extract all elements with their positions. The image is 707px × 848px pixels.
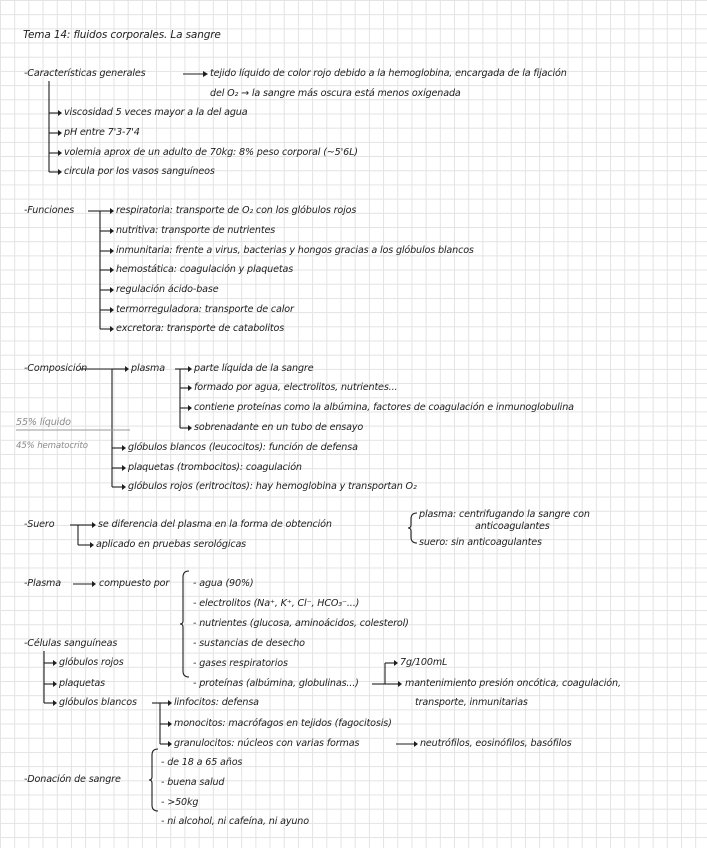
- plasma-item: parte líquida de la sangre: [194, 363, 314, 374]
- plasma-component: - proteínas (albúmina, globulinas...): [193, 678, 359, 689]
- caracteristica-item: circula por los vasos sanguíneos: [64, 166, 215, 177]
- suero-line-1: se diferencia del plasma en la forma de obtención: [98, 519, 332, 530]
- suero-definition: suero: sin anticoagulantes: [419, 537, 542, 548]
- caracteristica-item: viscosidad 5 veces mayor a la del agua: [64, 107, 248, 118]
- plasma-component: - electrolitos (Na⁺, K⁺, Cl⁻, HCO₃⁻...): [193, 598, 360, 609]
- plasma-item: formado por agua, electrolitos, nutrientes...: [194, 382, 398, 393]
- plasma-item: contiene proteínas como la albúmina, factores de coagulación e inmunoglobulina: [194, 402, 574, 413]
- wbc-item: granulocitos: núcleos con varias formas: [174, 738, 360, 749]
- plasma-node: plasma: [131, 363, 165, 374]
- cell-component: glóbulos blancos (leucocitos): función de defensa: [128, 442, 358, 453]
- funcion-item: regulación ácido-base: [116, 284, 219, 295]
- celula-item: plaquetas: [59, 678, 105, 689]
- donacion-item: - >50kg: [161, 797, 199, 808]
- plasma-component: - agua (90%): [193, 578, 254, 589]
- funcion-item: termorreguladora: transporte de calor: [116, 304, 294, 315]
- suero-line-2: aplicado en pruebas serológicas: [96, 539, 247, 550]
- wbc-item: monocitos: macrófagos en tejidos (fagocitosis): [174, 718, 392, 729]
- plasma-definition: plasma: centrifugando la sangre con: [419, 509, 590, 520]
- page-title: Tema 14: fluidos corporales. La sangre: [23, 29, 221, 41]
- granulocyte-types: neutrófilos, eosinófilos, basófilos: [420, 738, 572, 749]
- compuesto-por: compuesto por: [99, 578, 170, 589]
- funcion-item: excretora: transporte de catabolitos: [116, 323, 285, 334]
- plasma-component: - gases respiratorios: [193, 658, 288, 669]
- funciones-label: -Funciones: [24, 205, 75, 216]
- hematocrito-note: 45% hematocrito: [16, 441, 88, 451]
- plasma-item: sobrenadante en un tubo de ensayo: [194, 422, 364, 433]
- plasma-label: -Plasma: [24, 578, 61, 589]
- celulas-label: -Células sanguíneas: [24, 638, 118, 649]
- plasma-component: - nutrientes (glucosa, aminoácidos, colesterol): [193, 618, 409, 629]
- caracteristica-item: volemia aprox de un adulto de 70kg: 8% peso corporal (~5'6L): [64, 147, 358, 158]
- celula-item: glóbulos blancos: [59, 697, 137, 708]
- donacion-item: - ni alcohol, ni cafeína, ni ayuno: [161, 816, 309, 827]
- plasma-definition-cont: anticoagulantes: [475, 521, 550, 532]
- cell-component: glóbulos rojos (eritrocitos): hay hemoglobina y transportan O₂: [128, 481, 417, 492]
- suero-label: -Suero: [24, 519, 55, 530]
- celula-item: glóbulos rojos: [59, 657, 124, 668]
- caracteristica-item: pH entre 7'3-7'4: [64, 127, 140, 138]
- wbc-item: linfocitos: defensa: [174, 697, 259, 708]
- liquido-note: 55% líquido: [16, 417, 71, 428]
- funcion-item: nutritiva: transporte de nutrientes: [116, 225, 276, 236]
- funcion-item: hemostática: coagulación y plaquetas: [116, 264, 294, 275]
- caracteristicas-label: -Características generales: [24, 68, 146, 79]
- protein-function: mantenimiento presión oncótica, coagulación,: [405, 678, 621, 689]
- protein-function-cont: transporte, inmunitarias: [415, 697, 528, 708]
- composicion-label: -Composición: [24, 363, 88, 374]
- caracteristicas-desc-1: tejido líquido de color rojo debido a la hemoglobina, encargada de la fijación: [210, 68, 567, 79]
- funcion-item: inmunitaria: frente a virus, bacterias y hongos gracias a los glóbulos blancos: [116, 245, 474, 256]
- caracteristicas-desc-2: del O₂ → la sangre más oscura está menos oxigenada: [210, 88, 461, 99]
- donacion-item: - buena salud: [161, 777, 225, 788]
- donacion-label: -Donación de sangre: [24, 774, 121, 785]
- cell-component: plaquetas (trombocitos): coagulación: [128, 462, 302, 473]
- funcion-item: respiratoria: transporte de O₂ con los glóbulos rojos: [116, 205, 357, 216]
- plasma-component: - sustancias de desecho: [193, 638, 305, 649]
- donacion-item: - de 18 a 65 años: [161, 757, 243, 768]
- protein-amount: 7g/100mL: [400, 657, 448, 668]
